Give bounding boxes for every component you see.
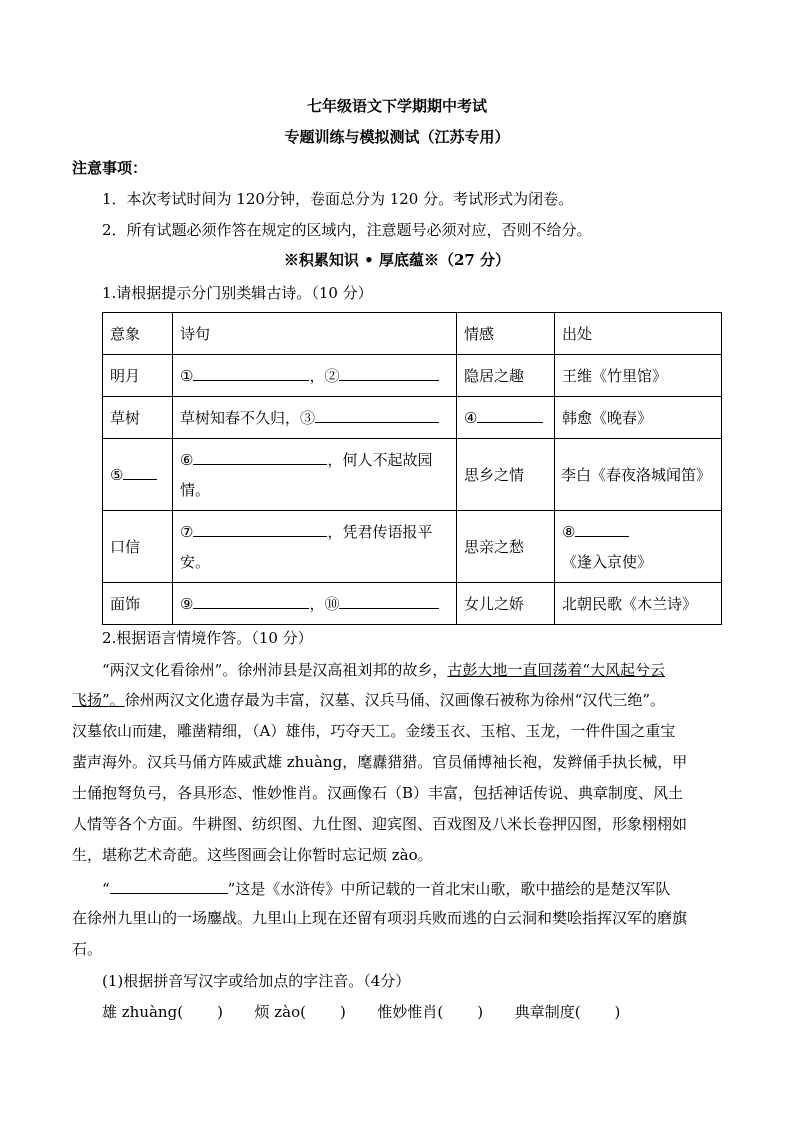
page-title: 七年级语文下学期期中考试	[306, 97, 487, 115]
table-cell-image: 明月	[103, 355, 173, 397]
table-row	[103, 511, 722, 583]
paragraph-line: 飞扬”。徐州两汉文化遗存最为丰富，汉墓、汉兵马俑、汉画像石被称为徐州“汉代三绝”。	[72, 691, 666, 709]
section-title: ※积累知识 • 厚底蕴※（27 分）	[283, 251, 511, 269]
table-cell-source: 北朝民歌《木兰诗》	[555, 583, 722, 625]
poem-table	[102, 312, 722, 625]
q1-prompt: 1.请根据提示分门别类辑古诗。（10 分）	[102, 284, 373, 302]
paragraph-line: 士俑抱弩负弓，各具形态、惟妙惟肖。汉画像石（B）丰富，包括神话传说、典章制度、风土	[72, 784, 684, 802]
answer-blank-7[interactable]	[193, 520, 327, 537]
paragraph-line: 汉墓依山而建，雕凿精细，（A）雄伟，巧夺天工。金缕玉衣、玉棺、玉龙，一件件国之重宝	[72, 722, 676, 740]
notice-item-1: 1．本次考试时间为 120分钟，卷面总分为 120 分。考试形式为闭卷。	[102, 190, 574, 208]
answer-blank-8[interactable]	[575, 520, 629, 537]
table-cell-verse: ⑨ ，⑩	[173, 583, 457, 625]
notice-item-2: 2．所有试题必须作答在规定的区域内，注意题号必须对应，否则不给分。	[102, 221, 592, 239]
table-row	[103, 397, 722, 439]
table-cell-image: 草树	[103, 397, 173, 439]
table-cell-source: 王维《竹里馆》	[555, 355, 722, 397]
notice-heading: 注意事项：	[72, 159, 148, 177]
table-cell-emotion: 隐居之趣	[457, 355, 555, 397]
sub-question-prompt: (1)根据拼音写汉字或给加点的字注音。（4分）	[102, 972, 411, 990]
table-cell-emotion: 思乡之情	[457, 439, 555, 511]
pinyin-item: 烦 zào( )	[254, 1003, 346, 1021]
table-cell-image: 面饰	[103, 583, 173, 625]
answer-blank-1[interactable]	[193, 364, 309, 381]
table-row	[103, 355, 722, 397]
paragraph-line: “ ”这是《水浒传》中所记载的一首北宋山歌，歌中描绘的是楚汉军队	[102, 877, 670, 899]
page-subtitle: 专题训练与模拟测试（江苏专用）	[284, 128, 510, 146]
paragraph-line: “两汉文化看徐州”。徐州沛县是汉高祖刘邦的故乡，古彭大地一直回荡着“大风起兮云	[102, 661, 666, 679]
paragraph-line: 在徐州九里山的一场鏖战。九里山上现在还留有项羽兵败而逃的白云洞和樊哙指挥汉军的磨旗	[72, 909, 688, 927]
answer-blank-song[interactable]	[110, 877, 228, 894]
table-row	[103, 583, 722, 625]
table-cell-source: ⑧《逢入京使》	[555, 511, 722, 583]
table-cell-verse: ⑦ ，凭君传语报平安。	[173, 511, 457, 583]
table-cell-emotion: ④	[457, 397, 555, 439]
table-cell-verse: ① ，②	[173, 355, 457, 397]
paragraph-line: 石。	[72, 940, 103, 958]
table-cell-verse: ⑥ ，何人不起故园情。	[173, 439, 457, 511]
underlined-sentence: 飞扬”。	[72, 691, 125, 709]
answer-blank-3[interactable]	[315, 406, 439, 423]
table-header: 出处	[555, 313, 722, 355]
answer-blank-4[interactable]	[477, 406, 543, 423]
paragraph-line: 人情等各个方面。牛耕图、纺织图、九仕图、迎宾图、百戏图及八米长卷押囚图，形象栩栩如	[72, 815, 688, 833]
paragraph-line: 生，堪称艺术奇葩。这些图画会让你暂时忘记烦 zào。	[72, 846, 433, 864]
table-cell-source: 李白《春夜洛城闻笛》	[555, 439, 722, 511]
pinyin-item: 典章制度( )	[514, 1003, 621, 1021]
table-header: 诗句	[173, 313, 457, 355]
table-header: 意象	[103, 313, 173, 355]
table-cell-source: 韩愈《晚春》	[555, 397, 722, 439]
table-row	[103, 439, 722, 511]
q2-prompt: 2.根据语言情境作答。（10 分）	[102, 629, 313, 647]
paragraph-line: 蜚声海外。汉兵马俑方阵威武雄 zhuàng，麾纛猎猎。官员俑博袖长袍，发辫俑手执长械，甲	[72, 753, 688, 771]
answer-blank-9[interactable]	[193, 592, 309, 609]
table-cell-image: 口信	[103, 511, 173, 583]
answer-blank-2[interactable]	[339, 364, 439, 381]
table-header-row	[103, 313, 722, 355]
table-cell-image: ⑤	[103, 439, 173, 511]
table-header: 情感	[457, 313, 555, 355]
underlined-sentence: 古彭大地一直回荡着“大风起兮云	[447, 661, 666, 679]
answer-blank-6[interactable]	[193, 448, 327, 465]
answer-blank-10[interactable]	[339, 592, 439, 609]
pinyin-answers	[102, 1002, 620, 1022]
pinyin-item: 雄 zhuàng( )	[102, 1003, 223, 1021]
answer-blank-5[interactable]	[123, 463, 157, 480]
pinyin-item: 惟妙惟肖( )	[377, 1003, 484, 1021]
table-cell-emotion: 女儿之娇	[457, 583, 555, 625]
table-cell-emotion: 思亲之愁	[457, 511, 555, 583]
table-cell-verse: 草树知春不久归，③	[173, 397, 457, 439]
